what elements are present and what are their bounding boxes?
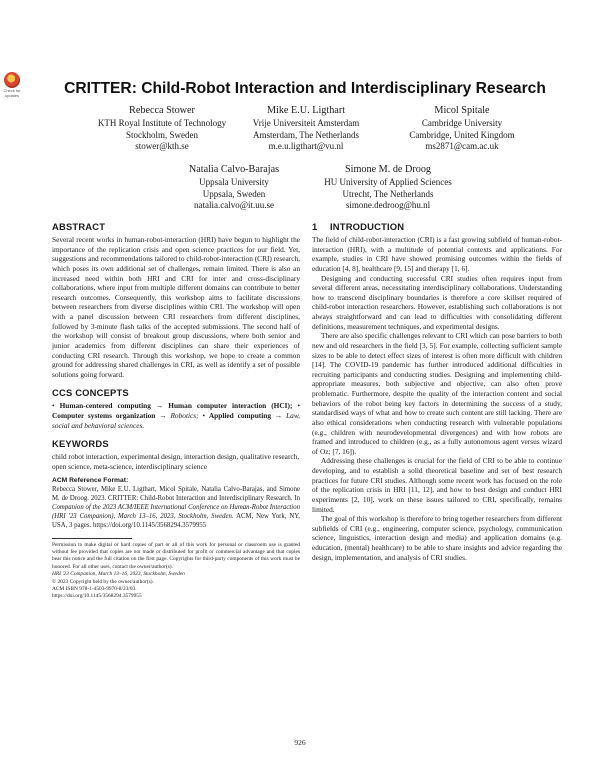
- page-number: 926: [294, 738, 306, 747]
- check-for-updates-badge[interactable]: [2, 72, 22, 98]
- doi-footnote-link[interactable]: https://doi.org/10.1145/3568294.3579955: [52, 593, 142, 600]
- arrow: →: [155, 401, 164, 411]
- author-location: Amsterdam, The Netherlands: [252, 129, 360, 140]
- intro-paragraph-1: The field of child-robot-interaction (CRI) is a fast growing subfield of human-robot-interaction (HRI), with a multitude of potential contexts and applications. For example, studies in CRI have showed promising outcomes within the fields of education [4, 8], healthcare [9, 15] and therapy [1, 6].: [312, 235, 562, 273]
- author-email[interactable]: ms2871@cam.ac.uk: [425, 141, 499, 151]
- left-column: [52, 221, 300, 601]
- ccs-concepts-section: [52, 387, 300, 430]
- author-affiliation: HU University of Applied Sciences: [324, 177, 452, 187]
- abstract-section: [52, 221, 300, 379]
- ccs-item-1: Human-centered computing: [59, 401, 151, 411]
- ccs-item-1-sub: Human computer interaction (HCI);: [168, 401, 293, 411]
- doi-link[interactable]: ACM, New York, NY, USA, 3 pages. https://doi.org/10.1145/3568294.3579955: [52, 512, 300, 529]
- venue-line: HRI '23 Companion, March 13–16, 2023, Stockholm, Sweden: [52, 571, 185, 578]
- introduction-heading: [312, 221, 562, 233]
- author-location: Cambridge, United Kingdom: [409, 129, 515, 140]
- acm-reference-heading: ACM Reference Format:: [52, 476, 129, 484]
- paper-title: CRITTER: Child-Robot Interaction and Interdisciplinary Research: [64, 80, 546, 97]
- author-email[interactable]: simone.dedroog@hu.nl: [345, 200, 431, 210]
- author-email[interactable]: m.e.u.ligthart@vu.nl: [268, 141, 344, 151]
- author-block-2: [236, 104, 376, 153]
- author-location: Stockholm, Sweden: [126, 129, 198, 140]
- author-email[interactable]: natalia.calvo@it.uu.se: [193, 200, 274, 210]
- ccs-text: [52, 401, 300, 430]
- author-name: Simone M. de Droog: [344, 164, 432, 175]
- author-name: Rebecca Stower: [129, 105, 195, 116]
- introduction-section: [312, 221, 562, 562]
- author-name: Mike E.U. Ligthart: [266, 105, 346, 116]
- keywords-section: [52, 438, 300, 529]
- author-email[interactable]: stower@kth.se: [135, 141, 189, 151]
- intro-paragraph-4: Addressing these challenges is crucial for the field of CRI to be able to continue developing, and to establish a solid theoretical baseline and set of best research practices for future CRI studies. Although some recent work has focused on the role of the replication crisis in HRI [11, 12], and how to best design and conduct HRI experiments [2, 10], work on these issues tailored to CRI, specifically, remains limited.: [312, 456, 562, 514]
- ccs-item-3-sub: Law, social and behavioral sciences.: [52, 411, 301, 430]
- section-title: INTRODUCTION: [330, 221, 405, 232]
- intro-paragraph-5: The goal of this workshop is therefore to bring together researchers from different subfields of CRI (e.g., engineering, computer science, psychology, communication science, linguistics, interaction design and media) and application domains (e.g. education, (mental) healthcare) to be able to share insights and advice regarding the design, implementation, and analysis of CRI studies.: [312, 514, 562, 562]
- bullet: •: [52, 401, 55, 411]
- permission-notice: [52, 542, 300, 601]
- copyright-line: © 2023 Copyright held by the owner/author(s).: [52, 578, 154, 585]
- author-name: Natalia Calvo-Barajas: [188, 164, 280, 175]
- arrow: →: [274, 411, 283, 420]
- author-location: Uppsala, Sweden: [202, 188, 266, 199]
- arrow: →: [159, 411, 167, 420]
- intro-paragraph-3: There are also specific challenges relevant to CRI which can pose barriers to both new and old researchers in the field [3, 5]. For example, collecting sufficient sample sizes to be able to detect effect sizes of interest is often more difficult with children [14]. The COVID-19 pandemic has further introduced additional difficulties in recruiting participants and conducting studies. Designing and implementing child-appropriate measures, both subjective and objective, can also often prove problematic. Furthermore, despite the quality of the interaction content and social behaviors of the robot being key factors in determining the success of a study, standardised ways of what and how to create such content are still lacking. There are also ethical considerations when conducting research with vulnerable populations (e.g., children with neurodevelopmental divergences) and with how robots are framed and introduced to children (e.g., as a fully autonomous agent versus wizard of Oz; [7, 16]).: [312, 331, 562, 456]
- permission-text: Permission to make digital or hard copies of part or all of this work for personal or classroom use is granted without fee provided that copies are not made or distributed for profit or commercial advantage and that copies bear this notice and the full citation on the first page. Copyrights for third-party components of this work must be honored. For all other uses, contact the owner/author(s).: [52, 541, 300, 570]
- author-affiliation: KTH Royal Institute of Technology: [97, 118, 227, 128]
- author-affiliation: Vrije Universiteit Amsterdam: [252, 118, 360, 128]
- keywords-text: child robot interaction, experimental design, interaction design, qualitative research, open science, meta-science, interdisciplinary science: [52, 452, 300, 471]
- ccs-item-2: Computer systems organization: [52, 411, 156, 420]
- badge-caption: Check for updates: [3, 88, 21, 98]
- footnote-divider: [52, 538, 132, 539]
- right-column: [312, 221, 562, 570]
- abstract-heading: ABSTRACT: [52, 221, 106, 232]
- bullet: •: [297, 401, 301, 411]
- isbn-line: ACM ISBN 978-1-4503-9970-8/23/03.: [52, 585, 137, 592]
- crossmark-icon: [4, 72, 20, 88]
- ccs-item-3: Applied computing: [208, 411, 272, 420]
- keywords-heading: KEYWORDS: [52, 438, 109, 450]
- ccs-heading: CCS CONCEPTS: [52, 387, 129, 399]
- acm-reference-text: Rebecca Stower, Mike E.U. Ligthart, Micol Spitale, Natalia Calvo-Barajas, and Simone M. de Droog. 2023. CRITTER: Child-Robot Interaction and Interdisciplinary Research. In Companion of the 2023 ACM/IEEE International Conference on Human-Robot Interaction (HRI '23 Companion), March 13–16, 2023, Stockholm, Sweden. ACM, New York, NY, USA, 3 pages. https://doi.org/10.1145/3568294.3579955: [52, 485, 300, 529]
- bullet: •: [202, 411, 206, 420]
- section-number: 1: [312, 221, 318, 232]
- author-affiliation: Uppsala University: [199, 177, 269, 187]
- author-block-5: [308, 163, 468, 212]
- author-block-4: [164, 163, 304, 212]
- ccs-item-2-sub: Robotics;: [170, 411, 199, 420]
- author-location: Utrecht, The Netherlands: [342, 188, 434, 199]
- author-name: Micol Spitale: [434, 105, 490, 116]
- author-block-3: [392, 104, 532, 153]
- author-block-1: [92, 104, 232, 153]
- author-affiliation: Cambridge University: [421, 118, 503, 128]
- abstract-text: Several recent works in human-robot-interaction (HRI) have begun to highlight the importance of the replication crisis and open science practices for our field. Yet, suggestions and recommendations tailored to child-robot-interaction (CRI) research, which poses its own additional set of challenges, remain limited. There is also an increased need within both HRI and CRI for inter and cross-disciplinary collaborations, where input from multiple different domains can contribute to better research outcomes. Consequently, this workshop aims to facilitate discussions between researchers from diverse disciplines within CRI. The workshop will open with a panel discussion between CRI researchers from different disciplines, followed by 3-minute flash talks of the accepted submissions. The second half of the workshop will consist of breakout group discussions, where both senior and junior academics from different disciplines can share their experiences of conducting CRI research. Through this workshop, we hope to create a common ground for addressing shared challenges in CRI, as well as identify a set of possible solutions going forward.: [52, 235, 300, 379]
- intro-paragraph-2: Designing and conducting successful CRI studies often requires input from several different areas, necessitating interdisciplinary collaborations. Understanding how to transcend disciplinary boundaries is therefore a core skillset required of child-robot interaction researchers. However, establishing such collaborations is not always straightforward and can lead to difficulties with consolidating different definitions, measurement techniques, and experimental designs.: [312, 273, 562, 331]
